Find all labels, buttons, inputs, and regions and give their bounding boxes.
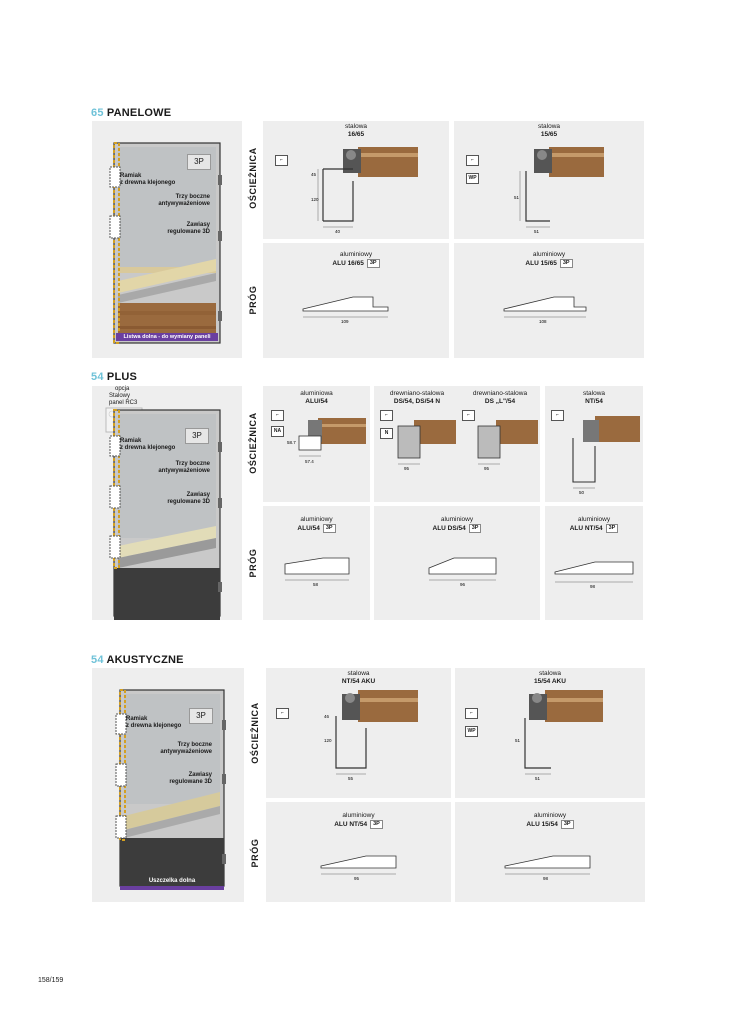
badge-3p: 3P bbox=[561, 820, 574, 829]
door-label-bottom: Uszczelka dolna bbox=[148, 878, 196, 884]
frame-cell-nt-54 bbox=[545, 386, 643, 502]
section-title-akustyczne bbox=[91, 654, 184, 666]
frame-title: drewniano-stalowa DS/54, DS/54 N bbox=[389, 390, 445, 405]
threshold-title: aluminiowy ALU 15/65 3P bbox=[454, 251, 644, 268]
threshold-cell-alu-ds-54 bbox=[374, 506, 540, 620]
n-badge: N bbox=[380, 428, 393, 439]
svg-text:51: 51 bbox=[515, 738, 521, 743]
section-name: PANELOWE bbox=[106, 107, 172, 119]
door-badge-3p: 3P bbox=[185, 428, 209, 444]
row-label-prog: PRÓG bbox=[248, 548, 258, 578]
threshold-cell-alu-15-65 bbox=[454, 243, 644, 358]
svg-text:46: 46 bbox=[324, 714, 330, 719]
threshold-profile-drawing bbox=[454, 243, 644, 358]
svg-text:51: 51 bbox=[535, 776, 541, 781]
row-label-oscieznica: OŚCIEŻNICA bbox=[248, 147, 258, 209]
threshold-profile-drawing bbox=[263, 243, 449, 358]
threshold-profile-drawing bbox=[263, 506, 370, 620]
frame-icon: ⌐ bbox=[465, 708, 478, 719]
threshold-profile-drawing bbox=[266, 802, 451, 902]
threshold-cell-alu-16-65 bbox=[263, 243, 449, 358]
threshold-title: aluminiowy ALU DS/54 3P bbox=[374, 516, 540, 533]
frame-cell-15-65 bbox=[454, 121, 644, 239]
frame-cell-15-54-aku bbox=[455, 668, 645, 798]
svg-text:57.4: 57.4 bbox=[305, 459, 314, 464]
row-label-oscieznica: OŚCIEŻNICA bbox=[250, 702, 260, 764]
frame-profile-drawing bbox=[545, 386, 643, 502]
door-label-zawiasy: Zawiasy regulowane 3D bbox=[169, 772, 212, 785]
row-label-prog: PRÓG bbox=[248, 285, 258, 315]
door-label-ramiak: Ramiak z drewna klejonego bbox=[126, 716, 182, 729]
threshold-profile-drawing bbox=[455, 802, 645, 902]
door-badge-3p: 3P bbox=[189, 708, 213, 724]
svg-text:40: 40 bbox=[335, 229, 341, 234]
na-badge: NA bbox=[271, 426, 284, 437]
frame-profile-drawing bbox=[263, 386, 370, 502]
door-illustration-panel bbox=[92, 668, 244, 902]
door-illustration-panel bbox=[92, 121, 242, 358]
svg-text:120: 120 bbox=[324, 738, 332, 743]
section-name: PLUS bbox=[106, 371, 138, 383]
threshold-title: aluminiowy ALU 15/54 3P bbox=[455, 812, 645, 829]
frame-title: drewniano-stalowa DS „L"/54 bbox=[472, 390, 528, 405]
frame-icon: ⌐ bbox=[380, 410, 393, 421]
wp-badge: WP bbox=[466, 173, 479, 184]
svg-text:108: 108 bbox=[539, 319, 547, 324]
frame-profile-drawing bbox=[266, 668, 451, 798]
svg-text:96: 96 bbox=[460, 582, 466, 587]
threshold-title: aluminiowy ALU 16/65 3P bbox=[263, 251, 449, 268]
door-label-ramiak: Ramiak z drewna klejonego bbox=[120, 438, 176, 451]
svg-text:98: 98 bbox=[590, 584, 596, 589]
door-label-bottom: Listwa dolna - do wymiany paneli bbox=[123, 334, 211, 340]
threshold-profile-drawing bbox=[374, 506, 540, 620]
frame-title: stalowa NT/54 bbox=[582, 390, 606, 405]
frame-icon: ⌐ bbox=[462, 410, 475, 421]
svg-text:98: 98 bbox=[543, 876, 549, 881]
frame-profile-drawing bbox=[455, 668, 645, 798]
section-name: AKUSTYCZNE bbox=[106, 654, 184, 666]
svg-text:109: 109 bbox=[341, 319, 349, 324]
threshold-cell-alu-54 bbox=[263, 506, 370, 620]
frame-cell-alu-54 bbox=[263, 386, 370, 502]
svg-text:45: 45 bbox=[311, 172, 317, 177]
badge-3p: 3P bbox=[367, 259, 380, 268]
svg-text:95: 95 bbox=[404, 466, 410, 471]
threshold-title: aluminiowy ALU/54 3P bbox=[263, 516, 370, 533]
frame-profile-drawing bbox=[374, 386, 540, 502]
svg-text:51: 51 bbox=[514, 195, 520, 200]
door-badge-3p: 3P bbox=[187, 154, 211, 170]
frame-title: stalowa 16/65 bbox=[344, 123, 368, 138]
badge-3p: 3P bbox=[370, 820, 383, 829]
svg-text:58: 58 bbox=[313, 582, 319, 587]
frame-icon: ⌐ bbox=[276, 708, 289, 719]
section-title-panelowe bbox=[91, 107, 171, 119]
frame-title: stalowa NT/54 AKU bbox=[341, 670, 376, 685]
wp-badge: WP bbox=[465, 726, 478, 737]
frame-icon: ⌐ bbox=[551, 410, 564, 421]
section-number: 65 bbox=[91, 107, 104, 119]
threshold-cell-alu-nt-54 bbox=[545, 506, 643, 620]
row-label-prog: PRÓG bbox=[250, 838, 260, 868]
frame-icon: ⌐ bbox=[275, 155, 288, 166]
frame-cell-nt-54-aku bbox=[266, 668, 451, 798]
threshold-profile-drawing bbox=[545, 506, 643, 620]
svg-text:50: 50 bbox=[579, 490, 585, 495]
badge-3p: 3P bbox=[606, 524, 619, 533]
badge-3p: 3P bbox=[323, 524, 336, 533]
svg-text:58.7: 58.7 bbox=[287, 440, 296, 445]
frame-icon: ⌐ bbox=[466, 155, 479, 166]
door-label-trzy-boczne: Trzy boczne antywyważeniowe bbox=[158, 461, 210, 474]
door-label-ramiak: Ramiak z drewna klejonego bbox=[120, 173, 176, 186]
threshold-cell-alu-nt-54 bbox=[266, 802, 451, 902]
threshold-title: aluminiowy ALU NT/54 3P bbox=[545, 516, 643, 533]
frame-title: stalowa 15/54 AKU bbox=[534, 670, 566, 685]
threshold-title: aluminiowy ALU NT/54 3P bbox=[266, 812, 451, 829]
threshold-cell-alu-15-54 bbox=[455, 802, 645, 902]
svg-text:120: 120 bbox=[311, 197, 319, 202]
frame-cell-ds-54 bbox=[374, 386, 540, 502]
door-cross-section-image bbox=[92, 121, 242, 358]
section-number: 54 bbox=[91, 371, 104, 383]
svg-text:51: 51 bbox=[534, 229, 540, 234]
svg-text:95: 95 bbox=[354, 876, 360, 881]
frame-icon: ⌐ bbox=[271, 410, 284, 421]
badge-3p: 3P bbox=[560, 259, 573, 268]
door-label-trzy-boczne: Trzy boczne antywyważeniowe bbox=[160, 742, 212, 755]
badge-3p: 3P bbox=[469, 524, 482, 533]
section-title-plus bbox=[91, 371, 137, 383]
row-label-oscieznica: OŚCIEŻNICA bbox=[248, 412, 258, 474]
frame-cell-16-65 bbox=[263, 121, 449, 239]
frame-profile-drawing bbox=[263, 121, 449, 239]
svg-text:95: 95 bbox=[484, 466, 490, 471]
door-label-zawiasy: Zawiasy regulowane 3D bbox=[167, 492, 210, 505]
frame-profile-drawing bbox=[454, 121, 644, 239]
door-illustration-panel bbox=[92, 386, 242, 620]
door-label-zawiasy: Zawiasy regulowane 3D bbox=[167, 222, 210, 235]
page-number: 158/159 bbox=[38, 977, 64, 984]
svg-text:55: 55 bbox=[348, 776, 354, 781]
frame-title: stalowa 15/65 bbox=[537, 123, 561, 138]
frame-title: aluminiowa ALU/54 bbox=[300, 390, 333, 405]
option-label: opcja Stalowy panel RC3 bbox=[109, 386, 138, 406]
door-label-trzy-boczne: Trzy boczne antywyważeniowe bbox=[158, 194, 210, 207]
section-number: 54 bbox=[91, 654, 104, 666]
